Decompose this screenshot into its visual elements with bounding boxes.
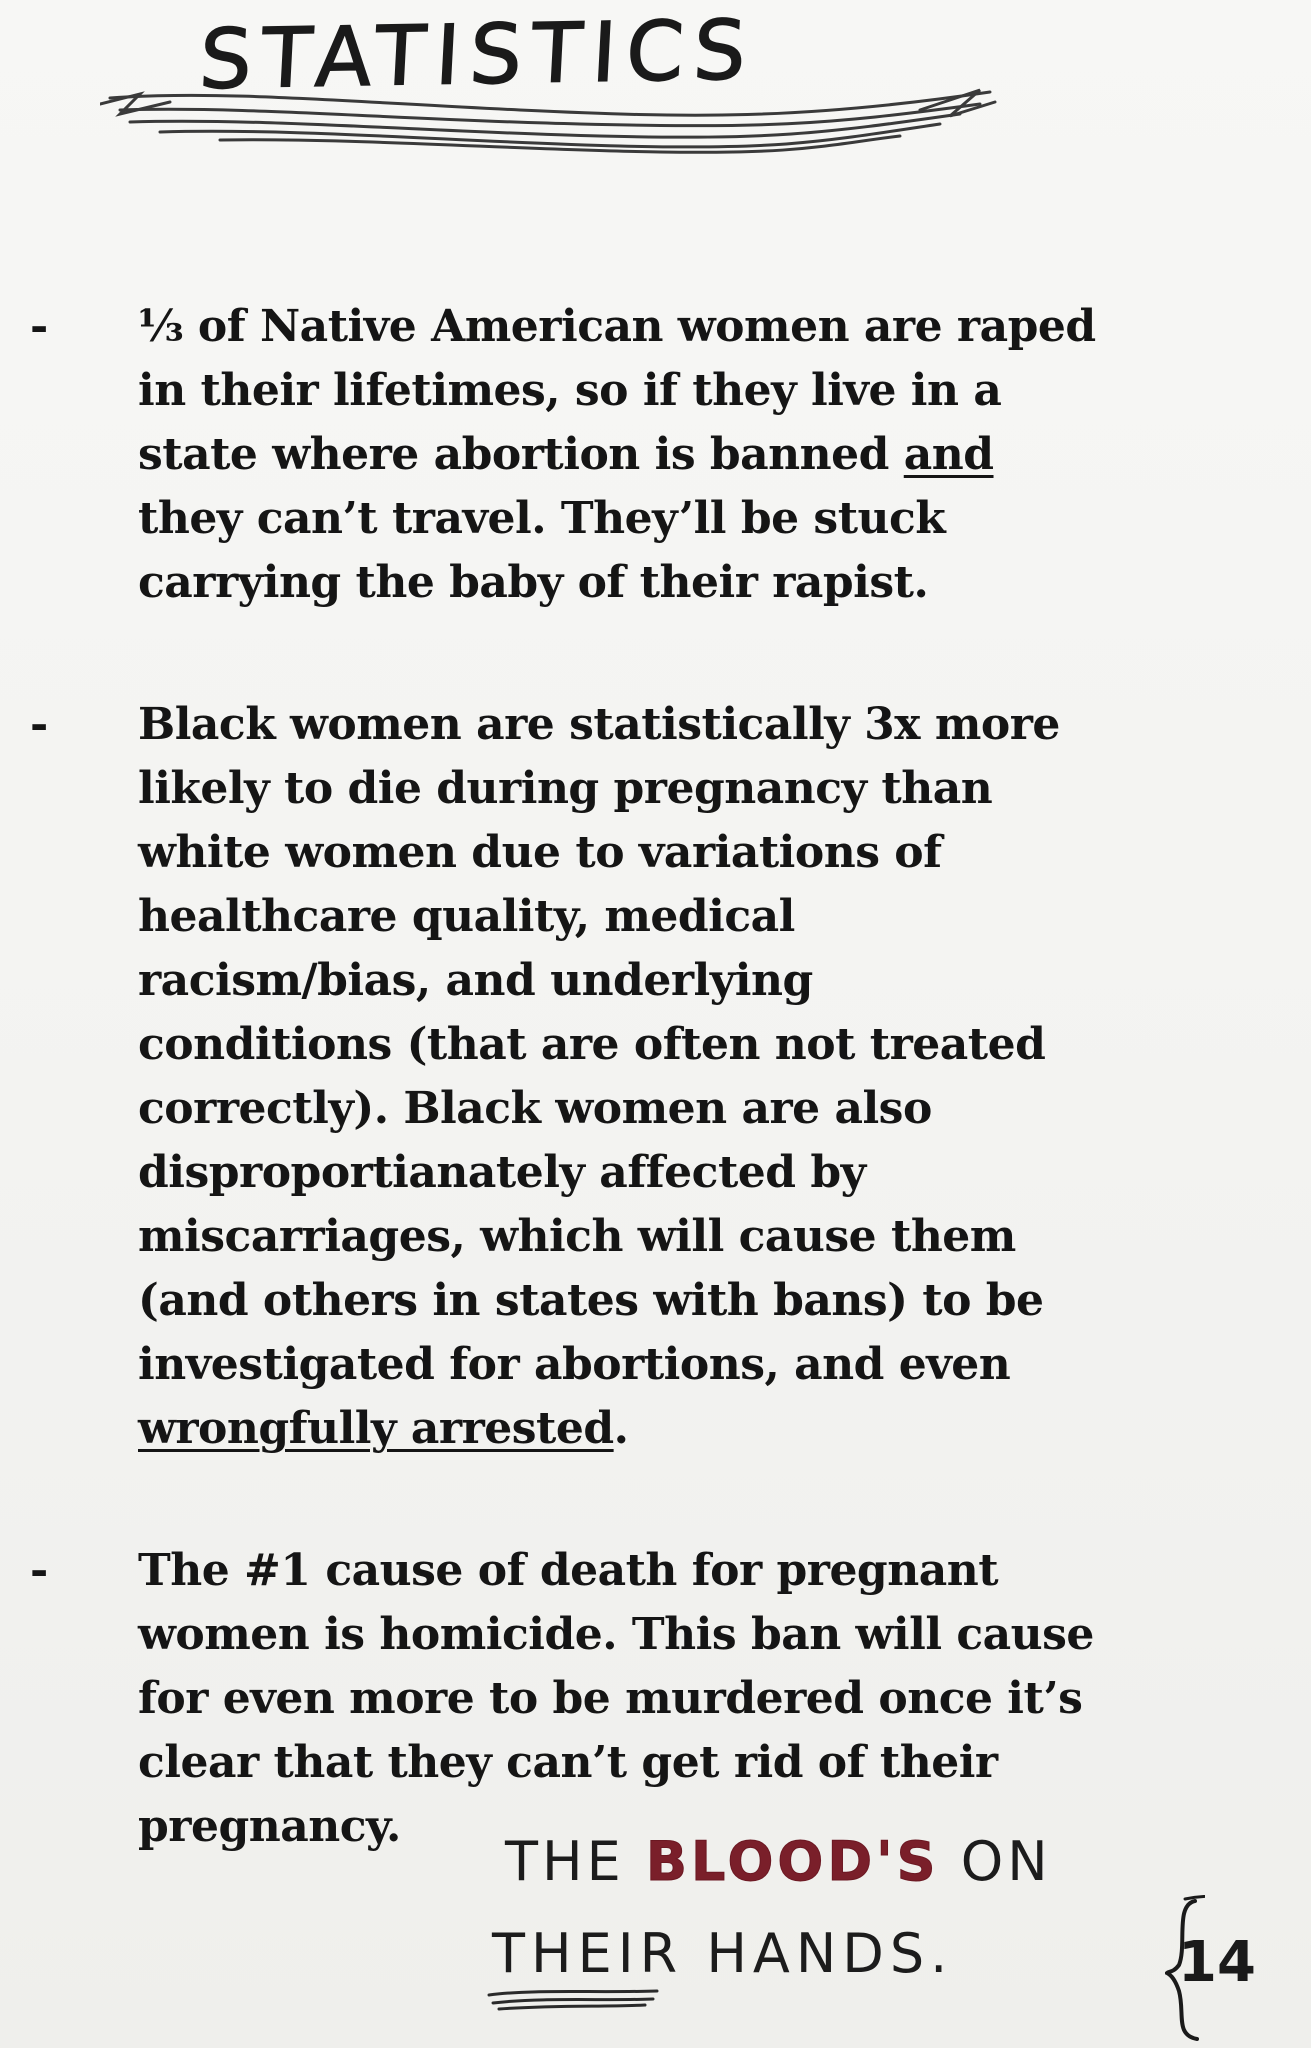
bullet-text: Black women are statistically 3x more likely to die during pregnancy than white women due to variations of healthcare quality, medical racism/bias, and underlying conditions (that are often not treated correctly). Black women are also disproportianately affected by miscarriages, which will cause them (and others in states with bans) to be investigated for abortions, and even wrongfully arrested.	[138, 699, 1060, 1454]
bullet-dash: -	[30, 1545, 49, 1596]
underlined-word: and	[903, 429, 994, 480]
slogan-scribble-underline	[485, 1985, 665, 2015]
list-item	[30, 295, 1260, 615]
title-scribble-underline	[100, 80, 1000, 170]
bullet-text: ⅓ of Native American women are raped in their lifetimes, so if they live in a state where abortion is banned and they can’t travel. They’ll be stuck carrying the baby of their rapist.	[138, 301, 1096, 608]
list-item	[30, 693, 1260, 1461]
page-number: 14	[1178, 1930, 1256, 1995]
bullet-dash: -	[30, 699, 49, 750]
bullet-text: The #1 cause of death for pregnant women is homicide. This ban will cause for even more to be murdered once it’s clear that they can’t get rid of their pregnancy.	[138, 1545, 1094, 1852]
list-item	[30, 1539, 1260, 1859]
slogan-line-1: THE BLOOD'S ON	[505, 1830, 1052, 1893]
page-title: STATISTICS	[197, 3, 759, 108]
slogan-line-2: THEIR HANDS.	[492, 1922, 954, 1985]
underlined-phrase: wrongfully arrested	[138, 1403, 614, 1454]
bullet-dash: -	[30, 301, 49, 352]
red-word: BLOOD'S	[645, 1830, 940, 1893]
statistics-list	[30, 295, 1260, 1937]
